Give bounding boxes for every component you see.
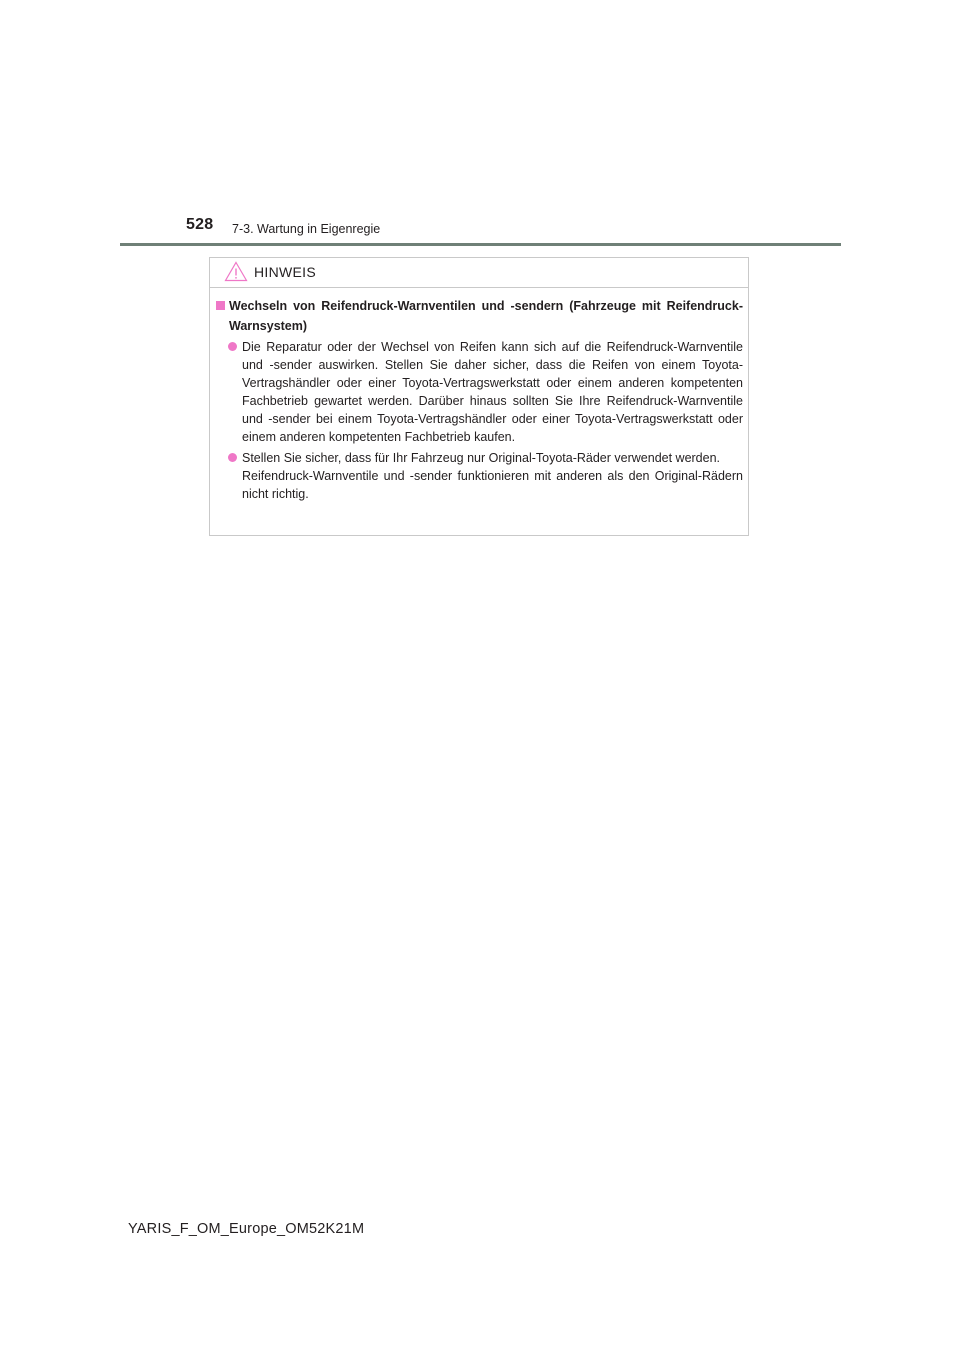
notice-title: HINWEIS [254,264,316,280]
notice-heading [216,296,743,336]
page-number: 528 [186,216,214,233]
section-title: 7-3. Wartung in Eigenregie [232,222,381,236]
circle-bullet-icon [228,453,237,462]
square-bullet-icon [216,301,225,310]
notice-box [209,257,749,536]
header-rule [120,243,841,246]
list-item [228,338,743,446]
notice-header [210,258,748,288]
notice-heading-text: Wechseln von Reifendruck-Warnventilen und -sendern (Fahrzeuge mit Reifendruck-Warnsystem) [229,299,743,333]
warning-triangle-icon [224,261,248,282]
document-code: YARIS_F_OM_Europe_OM52K21M [128,1221,365,1237]
list-item-continuation: Reifendruck-Warnventile und -sender funktionieren mit anderen als den Original-Rädern nicht richtig. [242,469,743,501]
list-item [228,449,743,503]
circle-bullet-icon [228,342,237,351]
list-item-text: Die Reparatur oder der Wechsel von Reifen kann sich auf die Reifendruck-Warnventile und -sender auswirken. Stellen Sie daher sicher, dass die Reifen von einem Toyota-Vertragshändler oder einer Toyota-Vertragswerkstatt oder einem anderen kompetenten Fachbetrieb gewartet werden. Darüber hinaus sollten Sie Ihre Reifendruck-Warnventile und -sender bei einem Toyota-Vertragshändler oder einer Toyota-Vertragswerkstatt oder einem anderen kompetenten Fachbetrieb kaufen. [242,340,743,444]
list-item-text: Stellen Sie sicher, dass für Ihr Fahrzeug nur Original-Toyota-Räder verwendet werden. [242,451,721,465]
